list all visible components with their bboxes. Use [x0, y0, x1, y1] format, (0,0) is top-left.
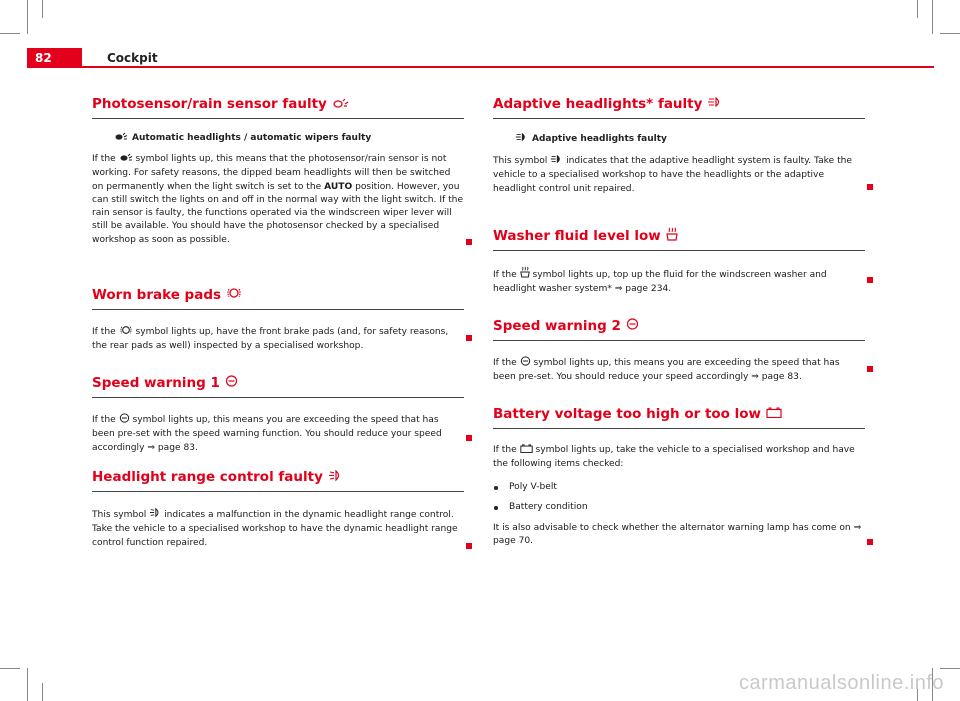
chapter-title: Cockpit — [107, 51, 158, 65]
list-item-text: Poly V-belt — [509, 481, 557, 492]
bullet-list — [493, 481, 865, 515]
text: If the — [493, 358, 520, 368]
page-number: 82 — [27, 48, 82, 68]
crop-mark — [42, 683, 43, 701]
paragraph — [493, 154, 865, 196]
speed-warning-icon — [119, 413, 130, 428]
text: If the — [92, 327, 119, 337]
text: symbol lights up, top up the fluid for the windscreen washer and headlight washer system* ⇒ page 234. — [493, 270, 827, 295]
list-item — [493, 481, 865, 494]
section-end-mark — [466, 335, 472, 341]
subsection-title — [114, 132, 464, 144]
paragraph — [493, 444, 865, 472]
section-brake-pads — [92, 285, 464, 361]
list-item — [493, 501, 865, 514]
speed-warning-icon — [225, 375, 238, 391]
section-end-mark — [867, 277, 873, 283]
text: symbol lights up, take the vehicle to a specialised workshop and have the following items checked: — [493, 445, 855, 470]
section-title — [92, 373, 464, 398]
text: If the — [92, 415, 119, 425]
text: indicates a malfunction in the dynamic headlight range control. Take the vehicle to a specialised workshop to have the dynamic headlight range control function repaired. — [92, 510, 458, 548]
section-end-mark — [867, 184, 873, 190]
rain-sensor-icon — [114, 132, 128, 144]
paragraph — [493, 356, 865, 385]
paragraph — [92, 325, 464, 354]
section-title — [493, 94, 865, 119]
subsection-title — [515, 132, 865, 145]
speed-warning-icon — [520, 356, 531, 371]
paragraph — [92, 153, 464, 247]
crop-mark — [932, 0, 933, 34]
bold-text: AUTO — [324, 181, 353, 192]
text: This symbol — [92, 510, 150, 520]
section-headlight-range — [92, 467, 464, 557]
brake-pads-icon — [119, 325, 133, 340]
text: symbol lights up, this means you are exceeding the speed that has been pre-set with the speed warning function. You should reduce your speed accordingly ⇒ page 83. — [92, 415, 442, 453]
text: If the — [493, 270, 520, 280]
section-end-mark — [867, 366, 873, 372]
brake-pads-icon — [226, 287, 242, 303]
speed-warning-icon — [626, 318, 639, 334]
section-title-text: Headlight range control faulty — [92, 469, 323, 485]
section-title-text: Worn brake pads — [92, 287, 222, 303]
washer-fluid-icon — [520, 266, 530, 283]
section-photosensor — [92, 94, 464, 269]
rain-sensor-icon — [332, 96, 350, 112]
bullet-dot — [494, 486, 498, 490]
list-item-text: Battery condition — [509, 501, 588, 512]
section-speed-warning-1 — [92, 373, 464, 463]
crop-mark — [0, 668, 20, 669]
paragraph: It is also advisable to check whether the alternator warning lamp has come on ⇒ page 70. — [493, 523, 862, 547]
adaptive-headlights-icon — [707, 96, 723, 112]
text: indicates that the adaptive headlight system is faulty. Take the vehicle to a specialised workshop to have the headlights or the adaptive headlight control unit repaired. — [493, 156, 853, 194]
headlight-range-icon — [328, 469, 342, 486]
section-title-text: Battery voltage too high or too low — [493, 406, 762, 422]
crop-mark — [0, 33, 20, 34]
text: If the — [92, 154, 119, 164]
right-column — [493, 94, 865, 554]
section-title-text: Photosensor/rain sensor faulty — [92, 96, 327, 112]
section-title — [493, 316, 865, 341]
paragraph — [493, 266, 865, 297]
section-title — [92, 285, 464, 310]
section-title-text: Washer fluid level low — [493, 228, 661, 244]
crop-mark — [940, 668, 960, 669]
text: symbol lights up, this means you are exceeding the speed that has been pre-set. You should reduce your speed accordingly ⇒ page 83. — [493, 358, 840, 383]
crop-mark — [27, 668, 28, 701]
left-column — [92, 94, 464, 557]
crop-mark — [917, 0, 918, 18]
adaptive-headlights-icon — [515, 132, 528, 145]
section-battery-voltage — [493, 404, 865, 554]
text: symbol lights up, this means that the photosensor/rain sensor is not working. For safety reasons, the dipped beam headlights will then be switched on permanently when the light switch is set to the — [92, 154, 451, 192]
section-title — [92, 467, 464, 492]
section-title-text: Speed warning 1 — [92, 375, 220, 391]
text: This symbol — [493, 156, 551, 166]
section-end-mark — [867, 539, 873, 545]
crop-mark — [940, 33, 960, 34]
crop-mark — [42, 0, 43, 18]
text: symbol lights up, have the front brake pads (and, for safety reasons, the rear pads as well) inspected by a specialised workshop. — [92, 327, 449, 352]
section-title-text: Speed warning 2 — [493, 318, 621, 334]
bullet-dot — [494, 506, 498, 510]
section-title-text: Adaptive headlights* faulty — [493, 96, 703, 112]
subsection-title-text: Automatic headlights / automatic wipers faulty — [132, 133, 372, 143]
section-adaptive-headlights — [493, 94, 865, 206]
section-end-mark — [466, 543, 472, 549]
subsection-title-text: Adaptive headlights faulty — [532, 133, 667, 144]
paragraph — [92, 413, 464, 455]
paragraph — [92, 507, 464, 550]
section-washer-fluid — [493, 226, 865, 302]
text: If the — [493, 445, 520, 455]
section-title — [493, 404, 865, 429]
section-end-mark — [466, 239, 472, 245]
header-rule — [82, 66, 934, 68]
section-end-mark — [466, 435, 472, 441]
rain-sensor-icon — [119, 153, 133, 167]
headlight-range-icon — [149, 507, 161, 523]
washer-fluid-icon — [666, 227, 678, 245]
watermark: carmanualsonline.info — [738, 672, 944, 694]
section-title — [493, 226, 865, 251]
section-speed-warning-2 — [493, 316, 865, 388]
battery-icon — [766, 406, 782, 422]
battery-icon — [520, 444, 533, 458]
section-title — [92, 94, 464, 119]
adaptive-headlights-icon — [550, 154, 563, 169]
crop-mark — [27, 0, 28, 34]
text: position. However, you can still switch the lights on and off in the normal way with the light switch. If the rain sensor is faulty, the functions operated via the windscreen wiper lever will still be available. You should have the photosensor checked by a specialised workshop as soon as possible. — [92, 181, 464, 245]
